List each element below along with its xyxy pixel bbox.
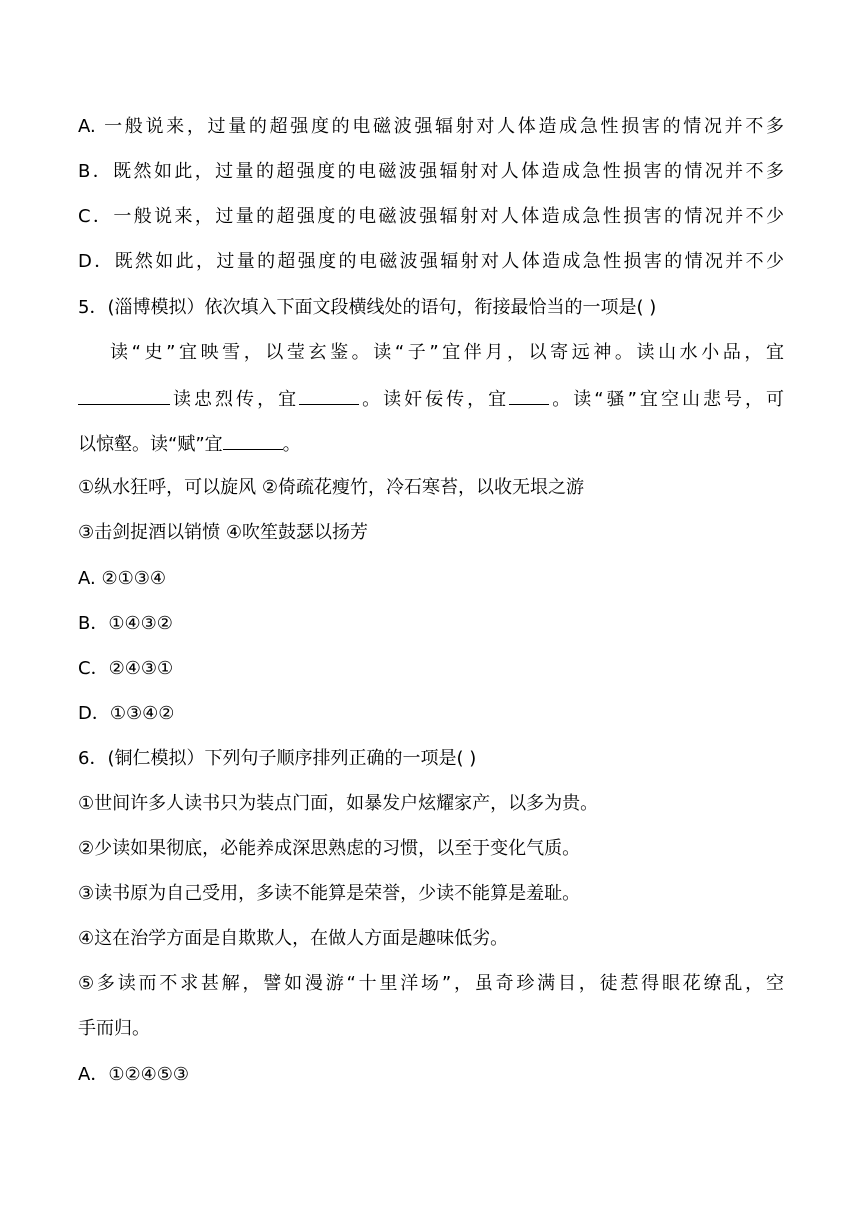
q6-sentence-1: ①世间许多人读书只为装点门面，如暴发户炫耀家产，以多为贵。 — [78, 793, 599, 814]
fill-blank-4 — [223, 431, 283, 450]
q6-sentence-5-line-2: 手而归。 — [78, 1018, 150, 1039]
q4-option-a: A. 一般说来，过量的超强度的电磁波强辐射对人体造成急性损害的情况并不多 — [78, 116, 784, 137]
q5-items-line-1: ①纵水狂呼，可以旋风 ②倚疏花瘦竹，冷石寒苔，以收无垠之游 — [78, 477, 584, 498]
q5-stem: 5．(淄博模拟）依次填入下面文段横线处的语句，衔接最恰当的一项是( ) — [78, 297, 657, 318]
q6-sentence-4: ④这在治学方面是自欺欺人，在做人方面是趣味低劣。 — [78, 928, 509, 949]
q5-text-segment: 读忠烈传，宜 — [170, 389, 300, 410]
q6-sentence-3: ③读书原为自己受用，多读不能算是荣誉，少读不能算是羞耻。 — [78, 883, 581, 904]
q5-text-segment: 。读“骚”宜空山悲号，可 — [549, 389, 784, 410]
q6-sentence-2: ②少读如果彻底，必能养成深思熟虑的习惯，以至于变化气质。 — [78, 838, 581, 859]
fill-blank-1 — [78, 386, 170, 405]
q5-items-line-2: ③击剑捉酒以销愤 ④吹笙鼓瑟以扬芳 — [78, 522, 368, 543]
q5-option-c: C．②④③① — [78, 658, 174, 679]
q4-option-c: C．一般说来，过量的超强度的电磁波强辐射对人体造成急性损害的情况并不少 — [78, 206, 784, 227]
q5-passage-line-3 — [78, 431, 784, 455]
q6-stem: 6．(铜仁模拟）下列句子顺序排列正确的一项是( ) — [78, 748, 477, 769]
q4-option-b: B．既然如此，过量的超强度的电磁波强辐射对人体造成急性损害的情况并不多 — [78, 161, 784, 182]
fill-blank-2 — [299, 386, 359, 405]
q5-text-segment: 。 — [282, 434, 301, 455]
q5-passage-line-2 — [78, 386, 784, 410]
q5-option-b: B．①④③② — [78, 613, 173, 634]
q5-text-segment: 。读奸佞传，宜 — [359, 389, 510, 410]
q5-text-segment: 以惊壑。读“赋”宜 — [78, 434, 223, 455]
q6-option-a: A．①②④⑤③ — [78, 1064, 189, 1085]
q5-passage-line-1: 读“史”宜映雪，以莹玄鉴。读“子”宜伴月，以寄远神。读山水小品，宜 — [110, 342, 784, 363]
q5-option-a: A. ②①③④ — [78, 568, 166, 589]
fill-blank-3 — [509, 386, 549, 405]
q5-option-d: D．①③④② — [78, 703, 175, 724]
q4-option-d: D．既然如此，过量的超强度的电磁波强辐射对人体造成急性损害的情况并不少 — [78, 251, 784, 272]
q6-sentence-5-line-1: ⑤多读而不求甚解，譬如漫游“十里洋场”，虽奇珍满目，徒惹得眼花缭乱，空 — [78, 973, 784, 994]
